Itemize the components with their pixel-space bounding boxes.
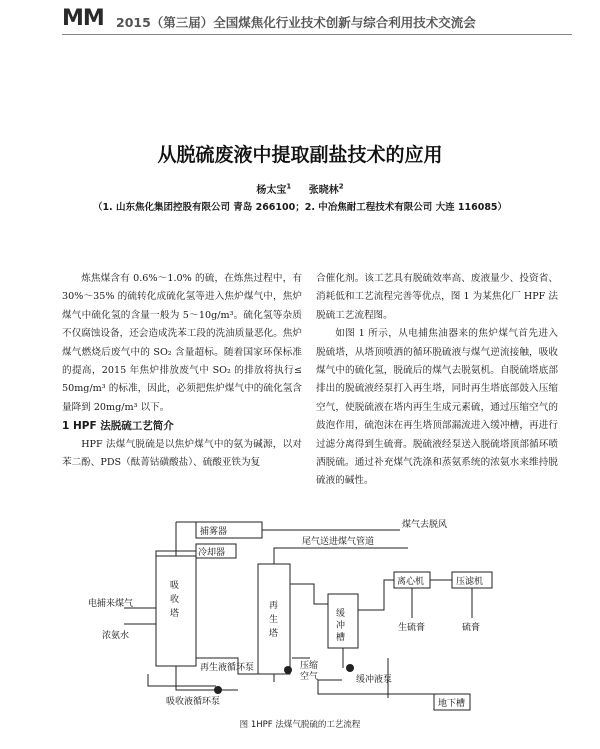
header-rule [62, 34, 572, 35]
author-2: 张晓林 [308, 185, 339, 196]
label-regenerator: 再生塔 [269, 601, 279, 639]
affiliation: （1. 山东焦化集团控股有限公司 青岛 266100；2. 中冶焦耐工程技术有限公司 大连 116085） [92, 202, 508, 213]
label-buffer: 缓冲槽 [336, 609, 346, 643]
label-filter-press: 压滤机 [456, 577, 484, 587]
label-compressed-air: 压缩空气 [300, 661, 319, 682]
label-absorber: 吸收塔 [170, 581, 180, 619]
label-coke-gas-in: 电捕来煤气 [88, 599, 134, 609]
process-flow-diagram [88, 518, 508, 714]
absorber-pump-symbol [214, 686, 222, 694]
paper-title: 从脱硫废液中提取副盐技术的应用 [157, 144, 443, 166]
label-sulfur-paste-1: 生硫膏 [398, 623, 426, 633]
label-exhaust: 尾气送进煤气管道 [302, 537, 375, 547]
label-mist-catcher: 捕雾器 [200, 527, 228, 537]
right-paragraph-1: 合催化剂。该工艺具有脱硫效率高、废液量少、投资省、消耗低和工艺流程完善等优点，图 1 为某焦化厂 HPF 法脱硫工艺流程图。 [316, 273, 558, 321]
label-buffer-pump: 缓冲液泵 [356, 675, 393, 685]
author-2-sup: 2 [338, 182, 344, 191]
page-header [62, 6, 572, 32]
left-paragraph-2: HPF 法煤气脱硫是以焦炉煤气中的氨为碱源，以对苯二酚、PDS（酞菁钴磺酸盐）、硫酸亚铁为复 [62, 438, 302, 469]
label-cooler: 冷却器 [198, 548, 226, 558]
author-1-sup: 1 [286, 182, 292, 191]
process-flow-figure [88, 518, 508, 714]
authors [0, 181, 600, 196]
label-absorber-pump: 吸收液循环泵 [166, 697, 221, 707]
header-text: 2015（第三届）全国煤焦化行业技术创新与综合利用技术交流会 [116, 15, 476, 30]
section-heading-1: 1 HPF 法脱硫工艺简介 [62, 420, 174, 433]
label-underground-tank: 地下槽 [438, 699, 466, 709]
figure-caption: 图 1HPF 法煤气脱硫的工艺流程 [239, 720, 361, 730]
right-column [316, 270, 558, 491]
label-regen-pump: 再生液循环泵 [200, 663, 255, 673]
label-ammonia: 浓氨水 [102, 631, 130, 641]
label-sulfur-paste-2: 硫膏 [462, 623, 481, 633]
label-centrifuge: 离心机 [397, 577, 425, 587]
right-paragraph-2: 如图 1 所示，从电捕焦油器来的焦炉煤气首先进入脱硫塔，从塔顶喷洒的循环脱硫液与煤气逆流接触，吸收煤气中的硫化氢，脱硫后的煤气去脱氨机。自脱硫塔底部排出的脱硫液经泵打入再生塔，同时再生塔底部鼓入压缩空气，使脱硫液在塔内再生生成元素硫，通过压缩空气的鼓泡作用，硫泡沫在再生塔顶部漏流进入缓冲槽，再进行过滤分离得到生硫膏。脱硫液经泵送入脱硫塔顶部循环喷洒脱硫。通过补充煤气洗涤和蒸氨系统的浓氨水来维持脱硫液的碱性。 [316, 328, 558, 487]
conference-logo: MM [62, 6, 104, 31]
left-column [62, 270, 302, 472]
buffer-pump-symbol [346, 664, 354, 672]
left-paragraph-1: 炼焦煤含有 0.6%～1.0% 的硫，在炼焦过程中，有 30%～35% 的硫转化成硫化氢等进入焦炉煤气中，焦炉煤气中硫化氢的含量一般为 5～10g/m³。硫化氢等杂质不仅腐蚀设备，还会造成洗苯工段的洗油质量恶化。焦炉煤气燃烧后废气中的 SO₂ 含量超标。随着国家环保标准的提高，2015 年焦炉排放废气中 SO₂ 的排放将执行≤ 50mg/m³ 的标准，因此，必须把焦炉煤气中的硫化氢含量降到 20mg/m³ 以下。 [62, 273, 302, 413]
regen-pump-symbol [284, 666, 292, 674]
author-1: 杨太宝 [256, 185, 287, 196]
label-gas-out: 煤气去脱风 [402, 520, 448, 530]
